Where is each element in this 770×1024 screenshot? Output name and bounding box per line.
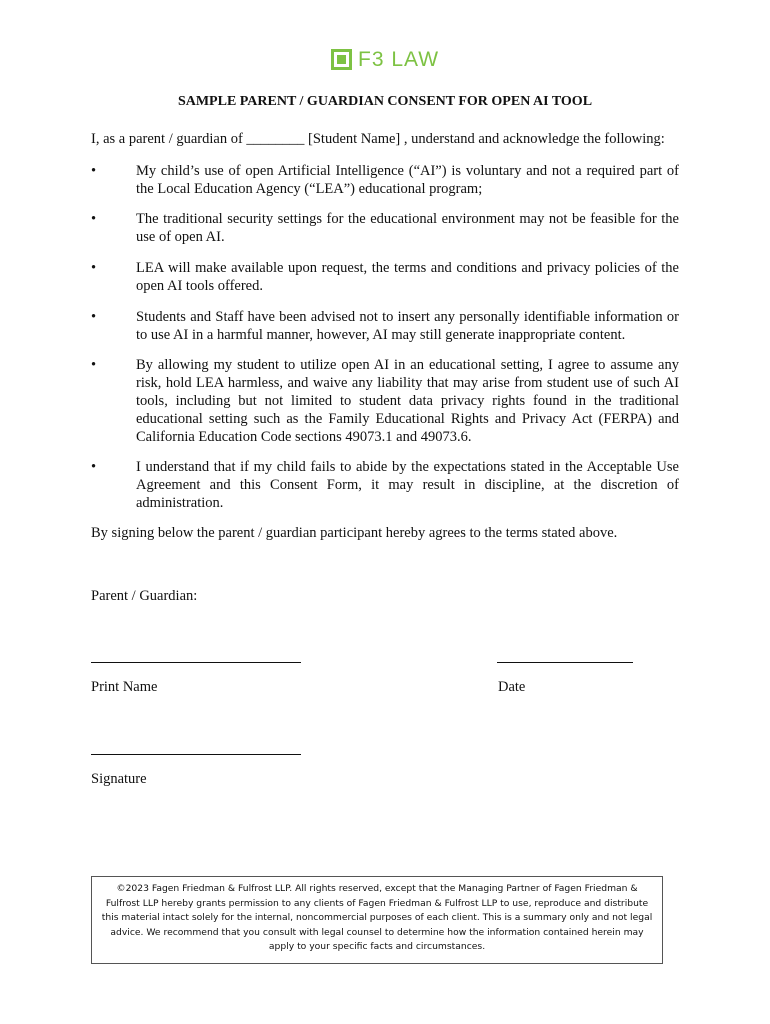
list-item-text: I understand that if my child fails to abide by the expectations stated in the Acceptable Use Agreement and this Consent Form, it may result in discipline, at the discretion of administration.	[136, 459, 679, 511]
list-item	[91, 210, 681, 246]
copyright-notice: ©2023 Fagen Friedman & Fulfrost LLP. All rights reserved, except that the Managing Partner of Fagen Friedman & Fulfrost LLP hereby grants permission to any clients of Fagen Friedman & Fulfrost LLP to use, reproduce and distribute this material intact solely for the internal, noncommercial purposes of each client. This is a summary only and not legal advice. We recommend that you consult with legal counsel to determine how the information contained herein may apply to your specific facts and circumstances.	[91, 876, 663, 964]
bullet-marker: •	[91, 357, 97, 373]
bullet-marker: •	[91, 260, 97, 276]
f3-logo-mark-icon	[331, 49, 352, 70]
print-name-line[interactable]	[91, 662, 301, 663]
list-item-text: Students and Staff have been advised not to insert any personally identifiable information or to use AI in a harmful manner, however, AI may still generate inappropriate content.	[136, 309, 679, 343]
print-name-label: Print Name	[91, 679, 158, 695]
logo-text: F3 LAW	[358, 48, 440, 71]
list-item	[91, 356, 681, 446]
signature-line[interactable]	[91, 754, 301, 755]
bullet-marker: •	[91, 309, 97, 325]
list-item	[91, 458, 681, 512]
list-item-text: The traditional security settings for the educational environment may not be feasible for the use of open AI.	[136, 211, 679, 245]
list-item	[91, 259, 681, 295]
signature-label: Signature	[91, 771, 147, 787]
bullet-marker: •	[91, 211, 97, 227]
list-item-text: My child’s use of open Artificial Intelligence (“AI”) is voluntary and not a required part of the Local Education Agency (“LEA”) educational program;	[136, 163, 679, 197]
date-line[interactable]	[497, 662, 633, 663]
bullet-marker: •	[91, 163, 97, 179]
agreement-statement: By signing below the parent / guardian participant hereby agrees to the terms stated above.	[91, 525, 618, 541]
document-title: SAMPLE PARENT / GUARDIAN CONSENT FOR OPEN AI TOOL	[177, 94, 593, 109]
list-item	[91, 308, 681, 344]
date-label: Date	[498, 679, 526, 695]
bullet-marker: •	[91, 459, 97, 475]
list-item-text: By allowing my student to utilize open AI in an educational setting, I agree to assume any risk, hold LEA harmless, and waive any liability that may arise from student use of such AI tools, including but not limited to student data privacy rights found in the traditional educational setting such as the Family Educational Rights and Privacy Act (FERPA) and California Education Code sections 49073.1 and 49073.6.	[136, 357, 679, 445]
list-item-text: LEA will make available upon request, the terms and conditions and privacy policies of the open AI tools offered.	[136, 260, 679, 294]
firm-logo	[331, 49, 439, 70]
intro-statement: I, as a parent / guardian of ________ [Student Name] , understand and acknowledge the following:	[91, 131, 665, 147]
parent-guardian-label: Parent / Guardian:	[91, 588, 198, 604]
list-item	[91, 162, 681, 198]
